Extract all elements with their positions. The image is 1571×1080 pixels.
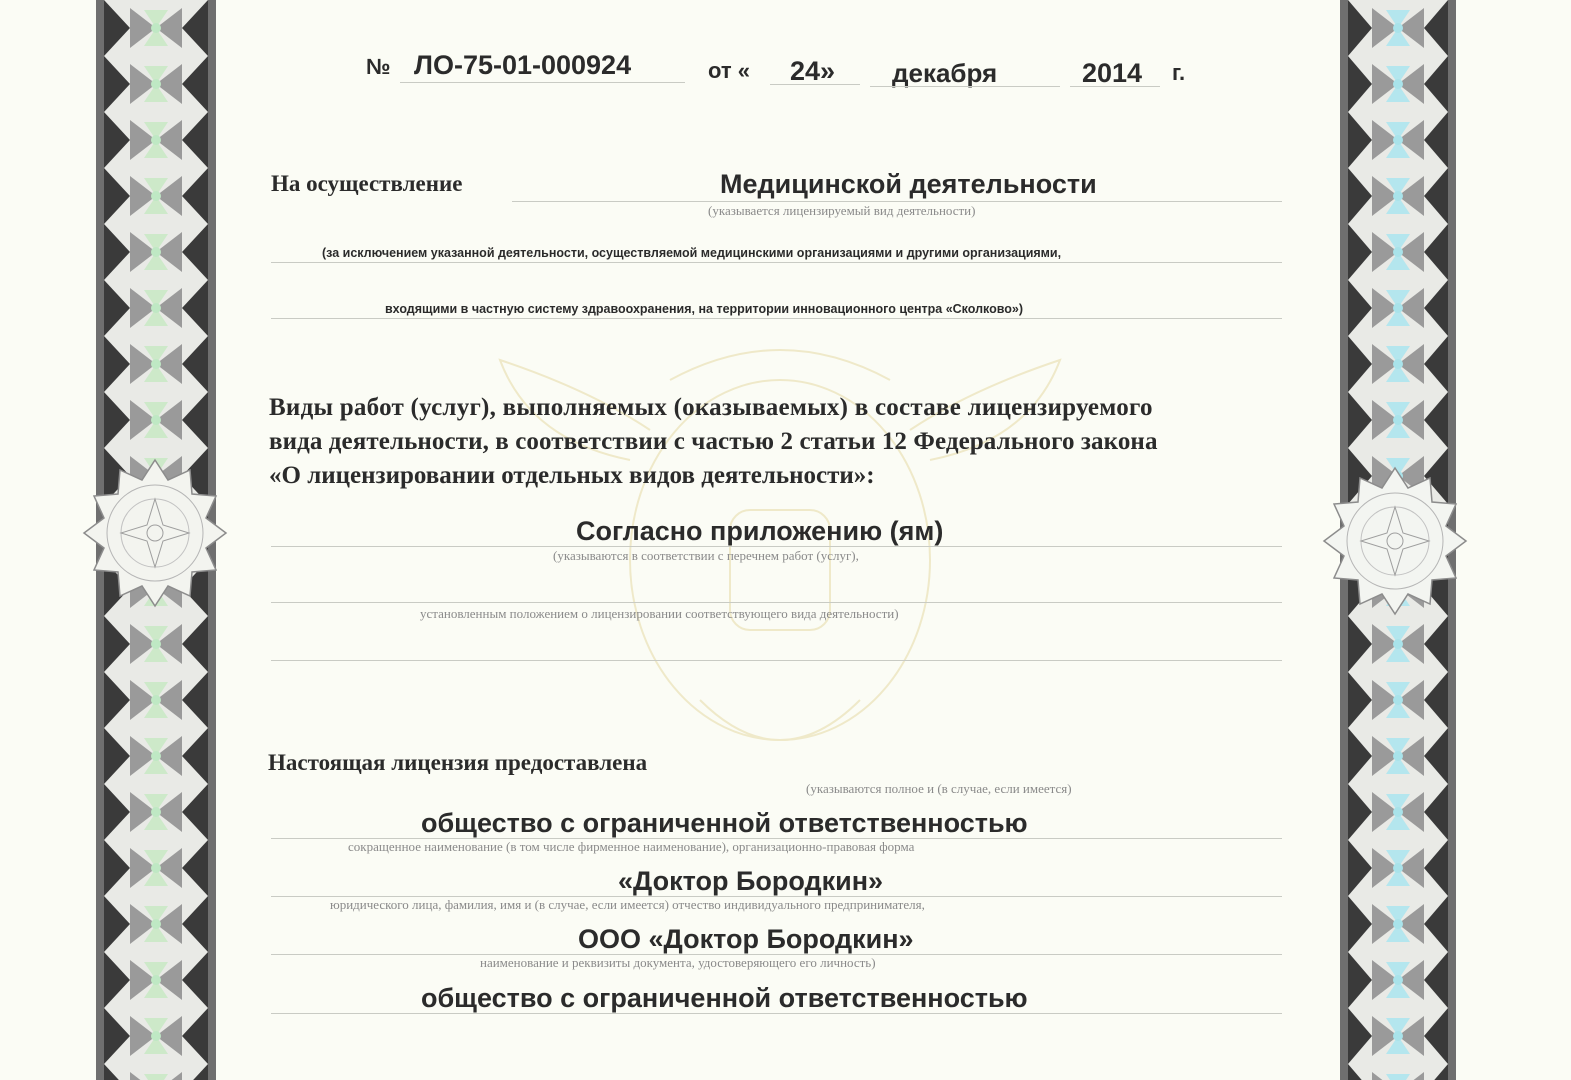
licensee-brand-name: «Доктор Бородкин» <box>618 866 884 896</box>
works-caption2: установленным положением о лицензировании соответствующего вида деятельности) <box>420 606 899 621</box>
licensee-short-name: ООО «Доктор Бородкин» <box>578 924 914 954</box>
licensee-caption1: (указываются полное и (в случае, если имеется) <box>806 781 1072 796</box>
licensee-caption2: сокращенное наименование (в том числе фирменное наименование), организационно-правовая форма <box>348 839 915 854</box>
licensee-legal-form: общество с ограниченной ответственностью <box>421 983 1028 1013</box>
date-day: 24» <box>790 56 836 86</box>
license-number: ЛО-75-01-000924 <box>414 50 632 80</box>
activity-note-line2: входящими в частную систему здравоохранения, на территории инновационного центра «Сколково») <box>385 302 1024 316</box>
right-rosette-emblem <box>1320 466 1470 616</box>
activity-value: Медицинской деятельности <box>720 169 1097 199</box>
activity-caption: (указывается лицензируемый вид деятельности) <box>708 203 976 218</box>
activity-label: На осуществление <box>271 171 463 196</box>
works-value: Согласно приложению (ям) <box>576 516 944 546</box>
date-month: декабря <box>892 58 998 88</box>
activity-note-line1: (за исключением указанной деятельности, осуществляемой медицинскими организациями и другими организациями, <box>322 246 1062 260</box>
works-text-line3: «О лицензировании отдельных видов деятельности»: <box>269 462 875 489</box>
licensee-label: Настоящая лицензия предоставлена <box>268 750 648 775</box>
licensee-full-name: общество с ограниченной ответственностью <box>421 808 1028 838</box>
works-text-line1: Виды работ (услуг), выполняемых (оказываемых) в составе лицензируемого <box>269 394 1153 421</box>
licensee-caption3: юридического лица, фамилия, имя и (в случае, если имеется) отчество индивидуального предпринимателя, <box>330 897 925 912</box>
date-year: 2014 <box>1082 58 1143 88</box>
works-caption1: (указываются в соответствии с перечнем работ (услуг), <box>553 548 859 563</box>
year-suffix: г. <box>1172 60 1186 85</box>
number-sign: № <box>366 54 391 79</box>
left-rosette-emblem <box>80 458 230 608</box>
licensee-caption4: наименование и реквизиты документа, удостоверяющего его личность) <box>480 955 876 970</box>
works-text-line2: вида деятельности, в соответствии с частью 2 статьи 12 Федерального закона <box>269 428 1158 455</box>
date-from-label: от « <box>708 58 751 83</box>
